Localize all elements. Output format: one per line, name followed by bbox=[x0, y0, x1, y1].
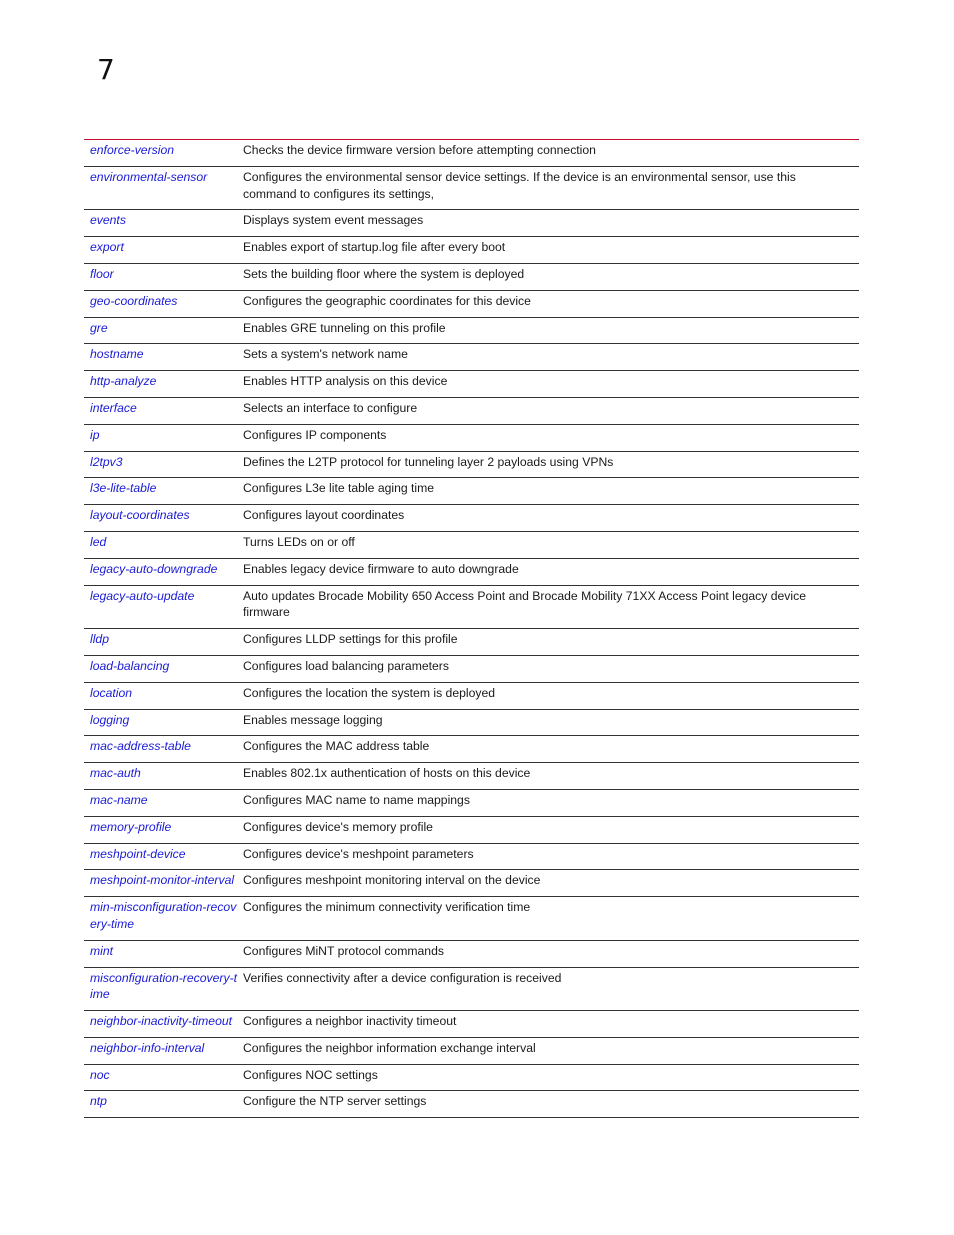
table-row bbox=[84, 1091, 859, 1118]
description-cell: Sets the building floor where the system is deployed bbox=[243, 263, 859, 290]
description-cell: Configures the MAC address table bbox=[243, 736, 859, 763]
command-cell bbox=[84, 967, 243, 1011]
command-cell bbox=[84, 682, 243, 709]
description-cell: Configures NOC settings bbox=[243, 1064, 859, 1091]
description-cell: Configures LLDP settings for this profile bbox=[243, 629, 859, 656]
command-cell bbox=[84, 585, 243, 629]
command-cell bbox=[84, 763, 243, 790]
table-row bbox=[84, 629, 859, 656]
table-row bbox=[84, 451, 859, 478]
command-cell bbox=[84, 843, 243, 870]
table-row bbox=[84, 263, 859, 290]
command-cell bbox=[84, 166, 243, 210]
command-cell bbox=[84, 1011, 243, 1038]
command-cell bbox=[84, 290, 243, 317]
description-cell: Configures load balancing parameters bbox=[243, 655, 859, 682]
description-cell: Enables GRE tunneling on this profile bbox=[243, 317, 859, 344]
description-cell: Configures the minimum connectivity verification time bbox=[243, 897, 859, 941]
command-cell bbox=[84, 424, 243, 451]
command-cell bbox=[84, 558, 243, 585]
command-cell bbox=[84, 317, 243, 344]
description-cell: Configures device's memory profile bbox=[243, 816, 859, 843]
table-row bbox=[84, 478, 859, 505]
table-row bbox=[84, 505, 859, 532]
command-link[interactable]: export bbox=[90, 240, 124, 255]
command-cell bbox=[84, 237, 243, 264]
command-cell bbox=[84, 451, 243, 478]
table-row bbox=[84, 682, 859, 709]
command-cell bbox=[84, 1037, 243, 1064]
table-row bbox=[84, 843, 859, 870]
table-row bbox=[84, 290, 859, 317]
table-row bbox=[84, 709, 859, 736]
command-cell bbox=[84, 397, 243, 424]
command-cell bbox=[84, 709, 243, 736]
description-cell: Configures MiNT protocol commands bbox=[243, 940, 859, 967]
description-cell: Enables message logging bbox=[243, 709, 859, 736]
command-link[interactable]: ntp bbox=[90, 1094, 107, 1109]
description-cell: Sets a system's network name bbox=[243, 344, 859, 371]
table-row bbox=[84, 558, 859, 585]
description-cell: Configures L3e lite table aging time bbox=[243, 478, 859, 505]
command-link[interactable]: led bbox=[90, 534, 107, 549]
table-row bbox=[84, 816, 859, 843]
command-cell bbox=[84, 789, 243, 816]
description-cell: Auto updates Brocade Mobility 650 Access Point and Brocade Mobility 71XX Access Point legacy device firmware bbox=[243, 585, 859, 629]
command-cell bbox=[84, 629, 243, 656]
command-link[interactable]: layout-coordinates bbox=[90, 508, 190, 523]
table-row bbox=[84, 897, 859, 941]
description-cell: Configure the NTP server settings bbox=[243, 1091, 859, 1118]
command-cell bbox=[84, 1091, 243, 1118]
command-cell bbox=[84, 505, 243, 532]
description-cell: Configures meshpoint monitoring interval on the device bbox=[243, 870, 859, 897]
command-link[interactable]: load-balancing bbox=[90, 658, 170, 673]
command-link[interactable]: mac-name bbox=[90, 792, 148, 807]
table-row bbox=[84, 531, 859, 558]
table-row bbox=[84, 371, 859, 398]
command-link[interactable]: interface bbox=[90, 400, 137, 415]
table-row bbox=[84, 940, 859, 967]
description-cell: Configures the neighbor information exchange interval bbox=[243, 1037, 859, 1064]
table-row bbox=[84, 1064, 859, 1091]
command-link[interactable]: neighbor-inactivity-timeout bbox=[90, 1014, 233, 1029]
description-cell: Configures a neighbor inactivity timeout bbox=[243, 1011, 859, 1038]
command-cell bbox=[84, 897, 243, 941]
table-row bbox=[84, 870, 859, 897]
table-row bbox=[84, 397, 859, 424]
table-row bbox=[84, 585, 859, 629]
description-cell: Enables legacy device firmware to auto downgrade bbox=[243, 558, 859, 585]
chapter-number: 7 bbox=[97, 53, 115, 86]
description-cell: Selects an interface to configure bbox=[243, 397, 859, 424]
description-cell: Configures IP components bbox=[243, 424, 859, 451]
command-link[interactable]: legacy-auto-downgrade bbox=[90, 561, 218, 576]
description-cell: Checks the device firmware version before attempting connection bbox=[243, 140, 859, 167]
command-table bbox=[84, 139, 859, 1118]
table-row bbox=[84, 424, 859, 451]
command-link[interactable]: geo-coordinates bbox=[90, 293, 178, 308]
command-link[interactable]: meshpoint-monitor-interval bbox=[90, 873, 235, 888]
table-row bbox=[84, 140, 859, 167]
description-cell: Configures the geographic coordinates for this device bbox=[243, 290, 859, 317]
description-cell: Verifies connectivity after a device configuration is received bbox=[243, 967, 859, 1011]
description-cell: Displays system event messages bbox=[243, 210, 859, 237]
command-link[interactable]: environmental-sensor bbox=[90, 169, 208, 184]
command-cell bbox=[84, 210, 243, 237]
command-cell bbox=[84, 816, 243, 843]
command-cell bbox=[84, 478, 243, 505]
command-link[interactable]: hostname bbox=[90, 347, 144, 362]
command-cell bbox=[84, 140, 243, 167]
table-row bbox=[84, 655, 859, 682]
command-cell bbox=[84, 655, 243, 682]
command-link[interactable]: neighbor-info-interval bbox=[90, 1040, 205, 1055]
command-link[interactable]: ip bbox=[90, 427, 100, 442]
description-cell: Configures the environmental sensor device settings. If the device is an environmental sensor, use this command to configures its settings, bbox=[243, 166, 859, 210]
command-link[interactable]: enforce-version bbox=[90, 143, 174, 157]
description-cell: Configures device's meshpoint parameters bbox=[243, 843, 859, 870]
command-cell bbox=[84, 344, 243, 371]
command-link[interactable]: min-misconfiguration-recovery-time bbox=[90, 900, 237, 931]
command-cell bbox=[84, 870, 243, 897]
description-cell: Defines the L2TP protocol for tunneling layer 2 payloads using VPNs bbox=[243, 451, 859, 478]
command-link[interactable]: mac-auth bbox=[90, 766, 141, 781]
description-cell: Enables 802.1x authentication of hosts on this device bbox=[243, 763, 859, 790]
command-link[interactable]: memory-profile bbox=[90, 819, 172, 834]
command-link[interactable]: gre bbox=[90, 320, 108, 335]
command-cell bbox=[84, 736, 243, 763]
command-cell bbox=[84, 371, 243, 398]
command-link[interactable]: http-analyze bbox=[90, 374, 157, 389]
table-row bbox=[84, 1011, 859, 1038]
command-cell bbox=[84, 263, 243, 290]
description-cell: Configures the location the system is deployed bbox=[243, 682, 859, 709]
description-cell: Enables export of startup.log file after every boot bbox=[243, 237, 859, 264]
command-link[interactable]: mac-address-table bbox=[90, 739, 191, 754]
command-link[interactable]: noc bbox=[90, 1067, 110, 1082]
table-row bbox=[84, 736, 859, 763]
command-cell bbox=[84, 531, 243, 558]
command-link[interactable]: mint bbox=[90, 943, 114, 958]
description-cell: Configures layout coordinates bbox=[243, 505, 859, 532]
table-row bbox=[84, 344, 859, 371]
command-table-body bbox=[84, 140, 859, 1118]
table-row bbox=[84, 967, 859, 1011]
command-link[interactable]: l2tpv3 bbox=[90, 454, 123, 469]
command-link[interactable]: l3e-lite-table bbox=[90, 481, 157, 496]
table-row bbox=[84, 1037, 859, 1064]
command-link[interactable]: meshpoint-device bbox=[90, 846, 186, 861]
description-cell: Configures MAC name to name mappings bbox=[243, 789, 859, 816]
command-link[interactable]: floor bbox=[90, 266, 114, 281]
command-link[interactable]: misconfiguration-recovery-time bbox=[90, 970, 237, 1002]
table-row bbox=[84, 237, 859, 264]
table-row bbox=[84, 210, 859, 237]
table-row bbox=[84, 763, 859, 790]
command-link[interactable]: location bbox=[90, 685, 133, 700]
table-row bbox=[84, 166, 859, 210]
command-link[interactable]: legacy-auto-update bbox=[90, 588, 195, 603]
description-cell: Turns LEDs on or off bbox=[243, 531, 859, 558]
command-cell bbox=[84, 1064, 243, 1091]
command-link[interactable]: logging bbox=[90, 712, 130, 727]
table-row bbox=[84, 317, 859, 344]
table-row bbox=[84, 789, 859, 816]
command-link[interactable]: lldp bbox=[90, 632, 109, 647]
command-cell bbox=[84, 940, 243, 967]
command-link[interactable]: events bbox=[90, 213, 126, 228]
description-cell: Enables HTTP analysis on this device bbox=[243, 371, 859, 398]
